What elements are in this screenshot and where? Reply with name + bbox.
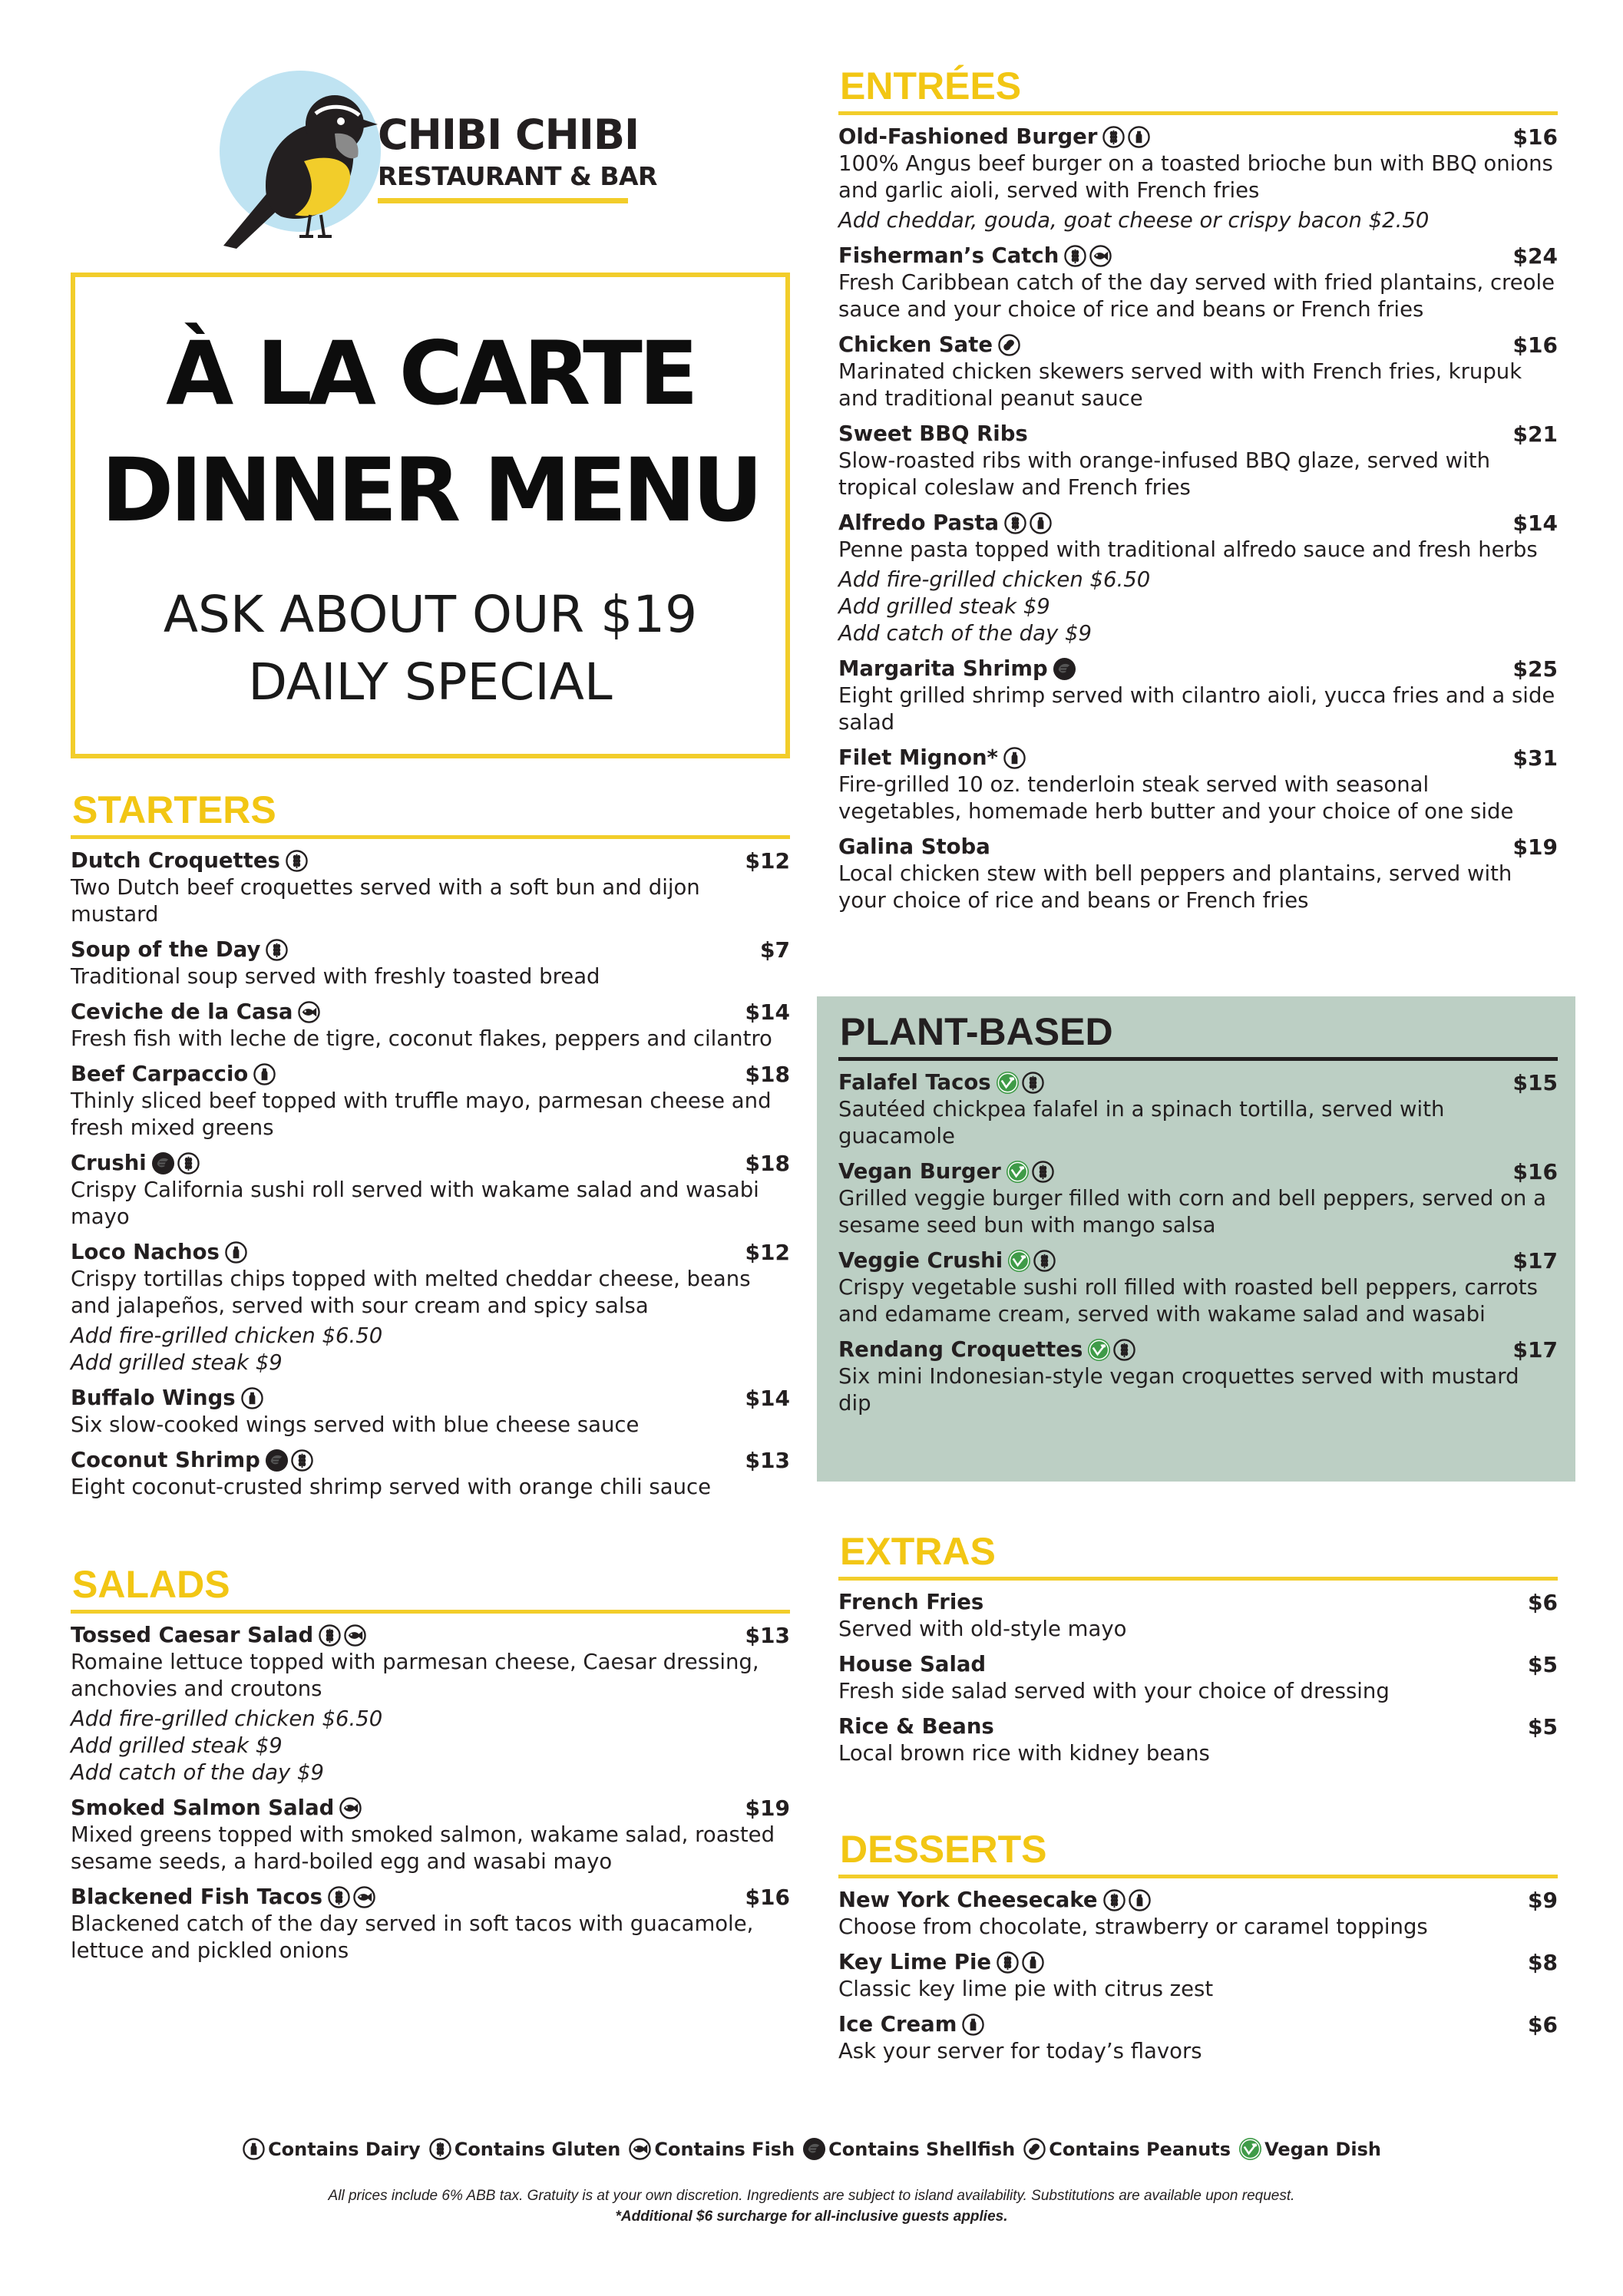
addon-option: Add catch of the day $9	[838, 621, 1092, 646]
menu-item-description: Local brown rice with kidney beans	[838, 1741, 1210, 1766]
legend-item	[1238, 2137, 1381, 2161]
menu-item	[838, 1069, 1558, 1150]
dairy-icon	[240, 1386, 264, 1410]
brand-subtitle: RESTAURANT & BAR	[378, 161, 657, 191]
allergen-icons	[1007, 1249, 1058, 1273]
menu-item-name: Dutch Croquettes	[71, 848, 280, 873]
menu-item-header	[71, 1060, 790, 1088]
legend-item	[1023, 2137, 1231, 2161]
menu-item-header	[838, 242, 1558, 269]
shellfish-icon	[151, 1151, 175, 1175]
gluten-icon	[996, 1951, 1020, 1974]
menu-item-price: $5	[1528, 1651, 1558, 1677]
gluten-icon	[1112, 1338, 1136, 1362]
menu-item-header	[838, 1650, 1558, 1678]
menu-item-addons	[71, 1323, 790, 1376]
menu-item-description: Penne pasta topped with traditional alfredo sauce and fresh herbs	[838, 537, 1538, 562]
legend-label: Contains Dairy	[268, 2138, 421, 2160]
dairy-icon	[961, 2013, 985, 2037]
menu-item-header	[838, 2010, 1558, 2038]
menu-item-name: House Salad	[838, 1652, 987, 1677]
allergen-icons	[1003, 511, 1054, 535]
menu-item-price: $6	[1528, 2011, 1558, 2037]
menu-item	[71, 1149, 790, 1231]
dairy-icon	[1128, 1888, 1152, 1912]
menu-item-description: Thinly sliced beef topped with truffle mayo, parmesan cheese and fresh mixed greens	[71, 1089, 772, 1140]
menu-item-name: Ice Cream	[838, 2012, 957, 2037]
vegan-icon	[1007, 1249, 1031, 1273]
restaurant-logo	[220, 71, 657, 255]
menu-item-name: Rice & Beans	[838, 1714, 994, 1739]
gluten-icon	[428, 2137, 452, 2161]
allergen-icons	[1053, 657, 1078, 681]
allergen-icons	[1087, 1338, 1138, 1362]
section-plant-based	[838, 1009, 1558, 1425]
menu-item-header	[838, 1886, 1558, 1914]
menu-item-header	[71, 1621, 790, 1649]
vegan-icon	[1087, 1338, 1111, 1362]
gluten-icon	[1031, 1160, 1055, 1184]
menu-item-name: Ceviche de la Casa	[71, 999, 293, 1024]
menu-item-price: $14	[745, 1385, 790, 1411]
section-divider	[838, 1057, 1558, 1061]
fish-icon	[1089, 244, 1112, 268]
menu-item-addons	[838, 207, 1558, 234]
section-extras	[838, 1529, 1558, 1775]
menu-item-description: Choose from chocolate, strawberry or caramel toppings	[838, 1914, 1428, 1939]
gluten-icon	[1033, 1249, 1056, 1273]
menu-item-header	[838, 1247, 1558, 1274]
allergen-icons	[285, 849, 310, 873]
allergen-icons	[997, 333, 1023, 357]
section-title: ENTRÉES	[840, 64, 1022, 107]
allergen-icons	[1102, 1888, 1153, 1912]
legend-item	[628, 2137, 795, 2161]
dairy-icon	[242, 2137, 266, 2161]
menu-item-name: Crushi	[71, 1151, 147, 1175]
menu-item-price: $31	[1512, 745, 1558, 771]
menu-item-price: $7	[760, 937, 790, 963]
menu-item-description: Fire-grilled 10 oz. tenderloin steak served with seasonal vegetables, homemade herb butter and your choice of one side	[838, 772, 1514, 824]
menu-item-header	[838, 1948, 1558, 1976]
legend-label: Vegan Dish	[1264, 2138, 1381, 2160]
fish-icon	[628, 2137, 652, 2161]
gluten-icon	[1102, 1888, 1126, 1912]
gluten-icon	[1003, 511, 1027, 535]
menu-item-description: Crispy tortillas chips topped with melted cheddar cheese, beans and jalapeños, served with sour cream and spicy salsa	[71, 1267, 751, 1318]
fish-icon	[339, 1796, 362, 1820]
menu-item-description: Six slow-cooked wings served with blue cheese sauce	[71, 1412, 640, 1437]
addon-option: Add cheddar, gouda, goat cheese or crispy bacon $2.50	[838, 208, 1430, 233]
addon-option: Add fire-grilled chicken $6.50	[838, 567, 1151, 592]
menu-item-description: Mixed greens topped with smoked salmon, wakame salad, roasted sesame seeds, a hard-boiled egg and wasabi mayo	[71, 1822, 775, 1874]
menu-item-description: Ask your server for today’s flavors	[838, 2039, 1202, 2063]
menu-item-name: Old-Fashioned Burger	[838, 124, 1098, 149]
dairy-icon	[1127, 125, 1151, 149]
section-title: SALADS	[72, 1563, 230, 1606]
menu-item-price: $21	[1512, 421, 1558, 447]
menu-item-price: $16	[1512, 124, 1558, 150]
menu-item-price: $12	[745, 1239, 790, 1265]
menu-item-price: $25	[1512, 656, 1558, 682]
gluten-icon	[177, 1151, 200, 1175]
menu-item	[71, 1446, 790, 1501]
menu-item-name: Sweet BBQ Ribs	[838, 421, 1028, 446]
menu-item-price: $18	[745, 1061, 790, 1087]
menu-item-header	[71, 1883, 790, 1911]
menu-item-price: $13	[745, 1447, 790, 1473]
surcharge-note: *Additional $6 surcharge for all-inclusive guests applies.	[615, 2208, 1008, 2225]
menu-item-header	[71, 847, 790, 874]
menu-item	[838, 1247, 1558, 1328]
menu-item-name: Smoked Salmon Salad	[71, 1796, 335, 1820]
menu-item-addons	[838, 567, 1558, 647]
menu-item-price: $12	[745, 847, 790, 874]
menu-item-name: Beef Carpaccio	[71, 1062, 249, 1086]
daily-special-line1: ASK ABOUT OUR $19	[163, 585, 698, 644]
menu-item	[838, 655, 1558, 736]
menu-item-name: Rendang Croquettes	[838, 1337, 1083, 1362]
gluten-icon	[327, 1885, 351, 1909]
menu-item-price: $17	[1512, 1336, 1558, 1363]
menu-item-price: $16	[1512, 1158, 1558, 1184]
gluten-icon	[265, 938, 289, 962]
menu-item-header	[71, 1794, 790, 1822]
allergen-icons	[265, 938, 290, 962]
menu-item	[838, 1588, 1558, 1643]
menu-item-price: $15	[1512, 1069, 1558, 1095]
menu-item	[71, 936, 790, 990]
allergen-icons	[1063, 244, 1114, 268]
menu-item	[71, 1238, 790, 1376]
gluten-icon	[1102, 125, 1126, 149]
allergen-legend	[0, 2137, 1623, 2161]
menu-item-header	[71, 936, 790, 963]
menu-item-header	[838, 1158, 1558, 1185]
menu-item-name: Tossed Caesar Salad	[71, 1623, 314, 1647]
gluten-icon	[1063, 244, 1087, 268]
peanut-icon	[997, 333, 1021, 357]
menu-item	[71, 1883, 790, 1964]
menu-item-header	[838, 1588, 1558, 1616]
menu-item	[71, 847, 790, 928]
addon-option: Add fire-grilled chicken $6.50	[71, 1323, 383, 1348]
menu-item-header	[71, 1384, 790, 1412]
menu-item	[838, 744, 1558, 825]
menu-item-header	[838, 833, 1558, 861]
allergen-icons	[996, 1951, 1046, 1974]
allergen-icons	[151, 1151, 202, 1175]
section-divider	[71, 835, 790, 839]
menu-item-name: New York Cheesecake	[838, 1888, 1098, 1912]
menu-item-price: $6	[1528, 1589, 1558, 1615]
menu-item-name: Fisherman’s Catch	[838, 243, 1059, 268]
menu-item-price: $16	[745, 1884, 790, 1910]
menu-item-price: $14	[745, 999, 790, 1025]
section-title: DESSERTS	[840, 1828, 1047, 1871]
section-entrees	[838, 64, 1558, 922]
menu-item-description: Blackened catch of the day served in soft tacos with guacamole, lettuce and pickled onions	[71, 1911, 754, 1963]
allergen-icons	[1006, 1160, 1056, 1184]
addon-option: Add fire-grilled chicken $6.50	[71, 1706, 383, 1731]
menu-item	[71, 1384, 790, 1439]
menu-item	[838, 1650, 1558, 1705]
menu-item-header	[71, 1446, 790, 1474]
menu-item-header	[838, 509, 1558, 537]
menu-item-description: Classic key lime pie with citrus zest	[838, 1977, 1214, 2001]
fish-icon	[352, 1885, 376, 1909]
menu-item	[71, 1794, 790, 1875]
legend-label: Contains Fish	[654, 2138, 795, 2160]
menu-item-description: Two Dutch beef croquettes served with a soft bun and dijon mustard	[71, 875, 700, 927]
legend-label: Contains Gluten	[454, 2138, 621, 2160]
shellfish-icon	[1053, 657, 1076, 681]
dairy-icon	[253, 1062, 276, 1086]
allergen-icons	[1003, 746, 1028, 770]
menu-item-description: Fresh fish with leche de tigre, coconut flakes, peppers and cilantro	[71, 1026, 772, 1051]
menu-item	[838, 1158, 1558, 1239]
vegan-icon	[1006, 1160, 1030, 1184]
menu-item-price: $5	[1528, 1713, 1558, 1739]
menu-item-price: $17	[1512, 1247, 1558, 1274]
menu-item-header	[838, 1069, 1558, 1096]
menu-item-name: Galina Stoba	[838, 834, 990, 859]
menu-item-name: Blackened Fish Tacos	[71, 1885, 322, 1909]
menu-item-price: $13	[745, 1622, 790, 1648]
menu-item-description: Traditional soup served with freshly toasted bread	[71, 964, 600, 989]
menu-item-description: Six mini Indonesian-style vegan croquettes served with mustard dip	[838, 1364, 1519, 1416]
dairy-icon	[1021, 1951, 1045, 1974]
brand-underline	[378, 198, 628, 203]
vegan-icon	[1238, 2137, 1262, 2161]
menu-item	[838, 242, 1558, 323]
menu-item-name: Loco Nachos	[71, 1240, 220, 1264]
shellfish-icon	[265, 1449, 289, 1472]
menu-item-name: Margarita Shrimp	[838, 656, 1048, 681]
menu-title-line1: À LA CARTE	[166, 322, 695, 425]
menu-title-line2: DINNER MENU	[101, 439, 760, 541]
menu-item	[838, 1713, 1558, 1767]
allergen-icons	[224, 1241, 250, 1264]
gluten-icon	[318, 1624, 342, 1647]
menu-item	[71, 998, 790, 1052]
allergen-icons	[996, 1071, 1046, 1095]
fish-icon	[343, 1624, 367, 1647]
gluten-icon	[285, 849, 309, 873]
menu-item-name: Alfredo Pasta	[838, 510, 1000, 535]
menu-item-price: $19	[1512, 834, 1558, 860]
menu-item	[838, 331, 1558, 412]
allergen-icons	[265, 1449, 316, 1472]
menu-item-name: Coconut Shrimp	[71, 1448, 260, 1472]
menu-item-header	[838, 331, 1558, 358]
menu-item-price: $18	[745, 1150, 790, 1176]
addon-option: Add grilled steak $9	[838, 594, 1050, 619]
menu-item-description: Sautéed chickpea falafel in a spinach tortilla, served with guacamole	[838, 1097, 1445, 1148]
menu-item	[838, 1886, 1558, 1941]
menu-item-description: Fresh side salad served with your choice of dressing	[838, 1679, 1390, 1703]
allergen-icons	[1102, 125, 1152, 149]
menu-item-name: Filet Mignon*	[838, 745, 998, 770]
legend-label: Contains Shellfish	[828, 2138, 1016, 2160]
menu-item-description: Grilled veggie burger filled with corn and bell peppers, served on a sesame seed bun with mango salsa	[838, 1186, 1546, 1237]
menu-item-description: 100% Angus beef burger on a toasted brioche bun with BBQ onions and garlic aioli, served with French fries	[838, 151, 1553, 203]
addon-option: Add catch of the day $9	[71, 1760, 324, 1785]
legend-label: Contains Peanuts	[1049, 2138, 1231, 2160]
menu-item-addons	[71, 1706, 790, 1786]
gluten-icon	[290, 1449, 314, 1472]
menu-item	[838, 509, 1558, 647]
daily-special-line2: DAILY SPECIAL	[248, 652, 613, 712]
menu-item-header	[71, 998, 790, 1026]
menu-item-description: Served with old-style mayo	[838, 1617, 1127, 1641]
gluten-icon	[1021, 1071, 1045, 1095]
legend-item	[428, 2137, 621, 2161]
allergen-icons	[253, 1062, 278, 1086]
menu-item-description: Marinated chicken skewers served with with French fries, krupuk and traditional peanut sauce	[838, 359, 1522, 411]
menu-item-header	[838, 123, 1558, 150]
allergen-icons	[318, 1624, 369, 1647]
menu-item-price: $9	[1528, 1887, 1558, 1913]
allergen-icons	[327, 1885, 378, 1909]
menu-item-description: Crispy vegetable sushi roll filled with roasted bell peppers, carrots and edamame cream, served with wakame salad and wasabi	[838, 1275, 1538, 1326]
section-divider	[838, 1577, 1558, 1581]
menu-item-header	[838, 1336, 1558, 1363]
menu-item	[838, 123, 1558, 234]
section-title: STARTERS	[72, 788, 276, 831]
menu-item	[838, 1948, 1558, 2003]
menu-item-header	[838, 655, 1558, 682]
menu-item-name: Soup of the Day	[71, 937, 261, 962]
peanut-icon	[1023, 2137, 1046, 2161]
dairy-icon	[224, 1241, 248, 1264]
menu-item-price: $14	[1512, 510, 1558, 536]
section-desserts	[838, 1827, 1558, 2073]
legend-item	[242, 2137, 421, 2161]
menu-item-name: French Fries	[838, 1590, 984, 1614]
section-divider	[71, 1610, 790, 1614]
menu-item	[838, 833, 1558, 914]
menu-item-name: Buffalo Wings	[71, 1386, 236, 1410]
menu-item-header	[71, 1238, 790, 1266]
menu-item	[838, 1336, 1558, 1417]
menu-item-description: Fresh Caribbean catch of the day served with fried plantains, creole sauce and your choice of rice and beans or French fries	[838, 270, 1555, 322]
menu-item	[838, 420, 1558, 501]
bird-logo-icon	[220, 71, 381, 255]
section-title: PLANT-BASED	[840, 1010, 1113, 1053]
menu-item	[71, 1621, 790, 1786]
menu-item-description: Eight coconut-crusted shrimp served with orange chili sauce	[71, 1475, 712, 1499]
menu-item-description: Eight grilled shrimp served with cilantro aioli, yucca fries and a side salad	[838, 683, 1555, 735]
menu-item-name: Chicken Sate	[838, 332, 993, 357]
section-salads	[71, 1562, 790, 1972]
menu-title-box	[71, 273, 790, 758]
menu-item-description: Slow-roasted ribs with orange-infused BBQ glaze, served with tropical coleslaw and French fries	[838, 448, 1491, 500]
section-divider	[838, 111, 1558, 115]
addon-option: Add grilled steak $9	[71, 1733, 283, 1758]
menu-item-description: Local chicken stew with bell peppers and plantains, served with your choice of rice and beans or French fries	[838, 861, 1512, 913]
section-starters	[71, 788, 790, 1508]
brand-name: CHIBI CHIBI	[378, 111, 640, 159]
menu-item-description: Romaine lettuce topped with parmesan cheese, Caesar dressing, anchovies and croutons	[71, 1650, 759, 1701]
menu-item-name: Vegan Burger	[838, 1159, 1001, 1184]
vegan-icon	[996, 1071, 1020, 1095]
menu-item-header	[71, 1149, 790, 1177]
shellfish-icon	[802, 2137, 826, 2161]
menu-item	[838, 2010, 1558, 2065]
allergen-icons	[297, 1000, 322, 1024]
menu-item-name: Falafel Tacos	[838, 1070, 991, 1095]
pricing-note: All prices include 6% ABB tax. Gratuity is at your own discretion. Ingredients are subject to island availability. Substitutions are available upon request.	[328, 2188, 1295, 2204]
menu-item-header	[838, 744, 1558, 771]
menu-item-name: Veggie Crushi	[838, 1248, 1003, 1273]
menu-item-price: $24	[1512, 243, 1558, 269]
menu-item-header	[838, 420, 1558, 448]
fish-icon	[297, 1000, 321, 1024]
menu-item-price: $8	[1528, 1949, 1558, 1975]
allergen-icons	[961, 2013, 987, 2037]
menu-item	[71, 1060, 790, 1141]
legend-item	[802, 2137, 1015, 2161]
menu-item-description: Crispy California sushi roll served with wakame salad and wasabi mayo	[71, 1178, 759, 1229]
addon-option: Add grilled steak $9	[71, 1350, 283, 1375]
menu-item-price: $19	[745, 1795, 790, 1821]
dairy-icon	[1003, 746, 1026, 770]
menu-item-header	[838, 1713, 1558, 1740]
allergen-icons	[240, 1386, 266, 1410]
section-divider	[838, 1875, 1558, 1878]
allergen-icons	[339, 1796, 364, 1820]
menu-item-name: Key Lime Pie	[838, 1950, 992, 1974]
section-title: EXTRAS	[840, 1530, 996, 1573]
dairy-icon	[1029, 511, 1053, 535]
menu-item-price: $16	[1512, 332, 1558, 358]
